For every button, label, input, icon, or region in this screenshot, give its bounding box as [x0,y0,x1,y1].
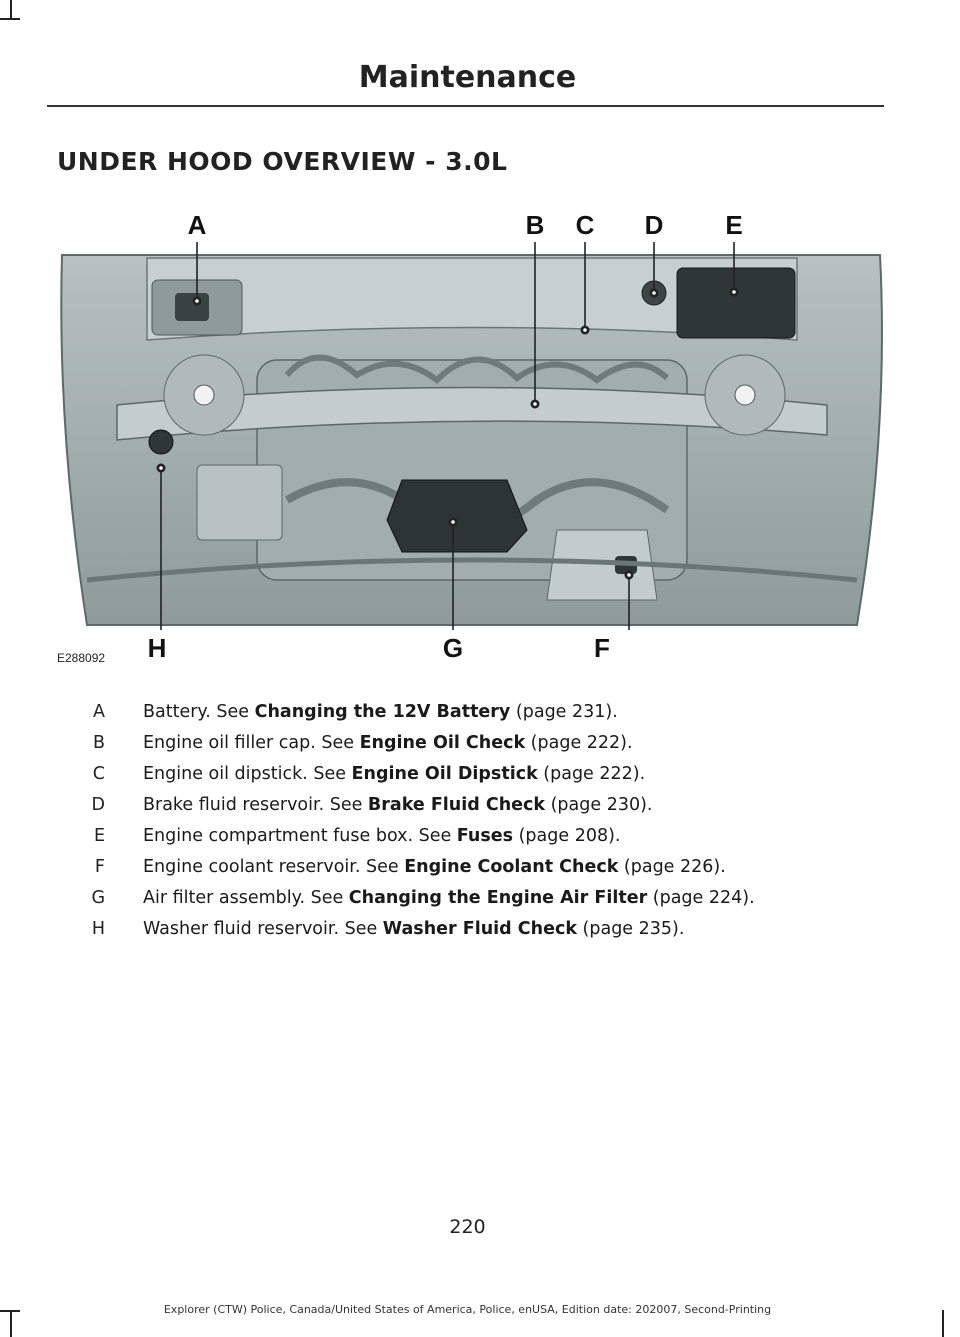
section-title: UNDER HOOD OVERVIEW - 3.0L [57,147,508,176]
item-reference: Brake Fluid Check [367,795,546,815]
item-reference: Changing the 12V Battery [254,702,511,722]
under-hood-figure [57,200,887,670]
item-reference: Washer Fluid Check [382,919,577,939]
list-item [57,759,887,790]
header-rule [47,105,884,107]
list-item [57,852,887,883]
page-number: 220 [449,1216,486,1238]
list-item [57,883,887,914]
item-reference: Engine Coolant Check [404,857,619,877]
item-text: Washer fluid reservoir. See [143,919,383,939]
item-page: (page 224). [647,888,755,908]
callout-h: H [147,633,167,663]
list-item [57,728,887,759]
crop-mark [942,1310,944,1337]
callout-f: F [594,633,610,663]
item-text: Air filter assembly. See [143,888,349,908]
item-letter: A [93,702,105,722]
item-letter: D [91,795,105,815]
item-letter: F [94,857,105,877]
item-letter: B [92,733,105,753]
crop-mark [0,18,20,20]
list-item [57,821,887,852]
engine-bay-illustration [57,200,887,670]
item-page: (page 230). [545,795,653,815]
item-page: (page 235). [576,919,685,939]
item-reference: Changing the Engine Air Filter [348,888,648,908]
item-page: (page 231). [510,702,618,722]
list-item [57,697,887,728]
callout-g: G [442,633,464,663]
callout-e: E [725,210,743,240]
item-reference: Engine Oil Dipstick [351,764,538,784]
item-letter: C [92,764,105,784]
item-letter: E [93,826,105,846]
item-page: (page 208). [513,826,621,846]
list-item [57,914,887,945]
item-reference: Engine Oil Check [359,733,526,753]
item-letter: G [91,888,105,908]
item-letter: H [91,919,105,939]
component-list [57,697,887,945]
callout-b: B [525,210,545,240]
item-text: Brake fluid reservoir. See [143,795,368,815]
crop-mark [10,0,12,20]
callout-c: C [575,210,595,240]
page-header-title: Maintenance [358,60,577,95]
item-text: Engine compartment fuse box. See [143,826,457,846]
item-reference: Fuses [456,826,514,846]
item-text: Engine oil dipstick. See [143,764,352,784]
item-page: (page 226). [618,857,726,877]
item-text: Engine coolant reservoir. See [143,857,405,877]
page-footer: Explorer (CTW) Police, Canada/United States of America, Police, enUSA, Edition date: 202007, Second-Printing [163,1303,772,1316]
item-text: Battery. See [143,702,255,722]
item-text: Engine oil filler cap. See [143,733,360,753]
item-page: (page 222). [537,764,646,784]
callout-d: D [644,210,664,240]
callout-a: A [187,210,207,240]
figure-code: E288092 [57,651,106,665]
item-page: (page 222). [525,733,633,753]
list-item [57,790,887,821]
